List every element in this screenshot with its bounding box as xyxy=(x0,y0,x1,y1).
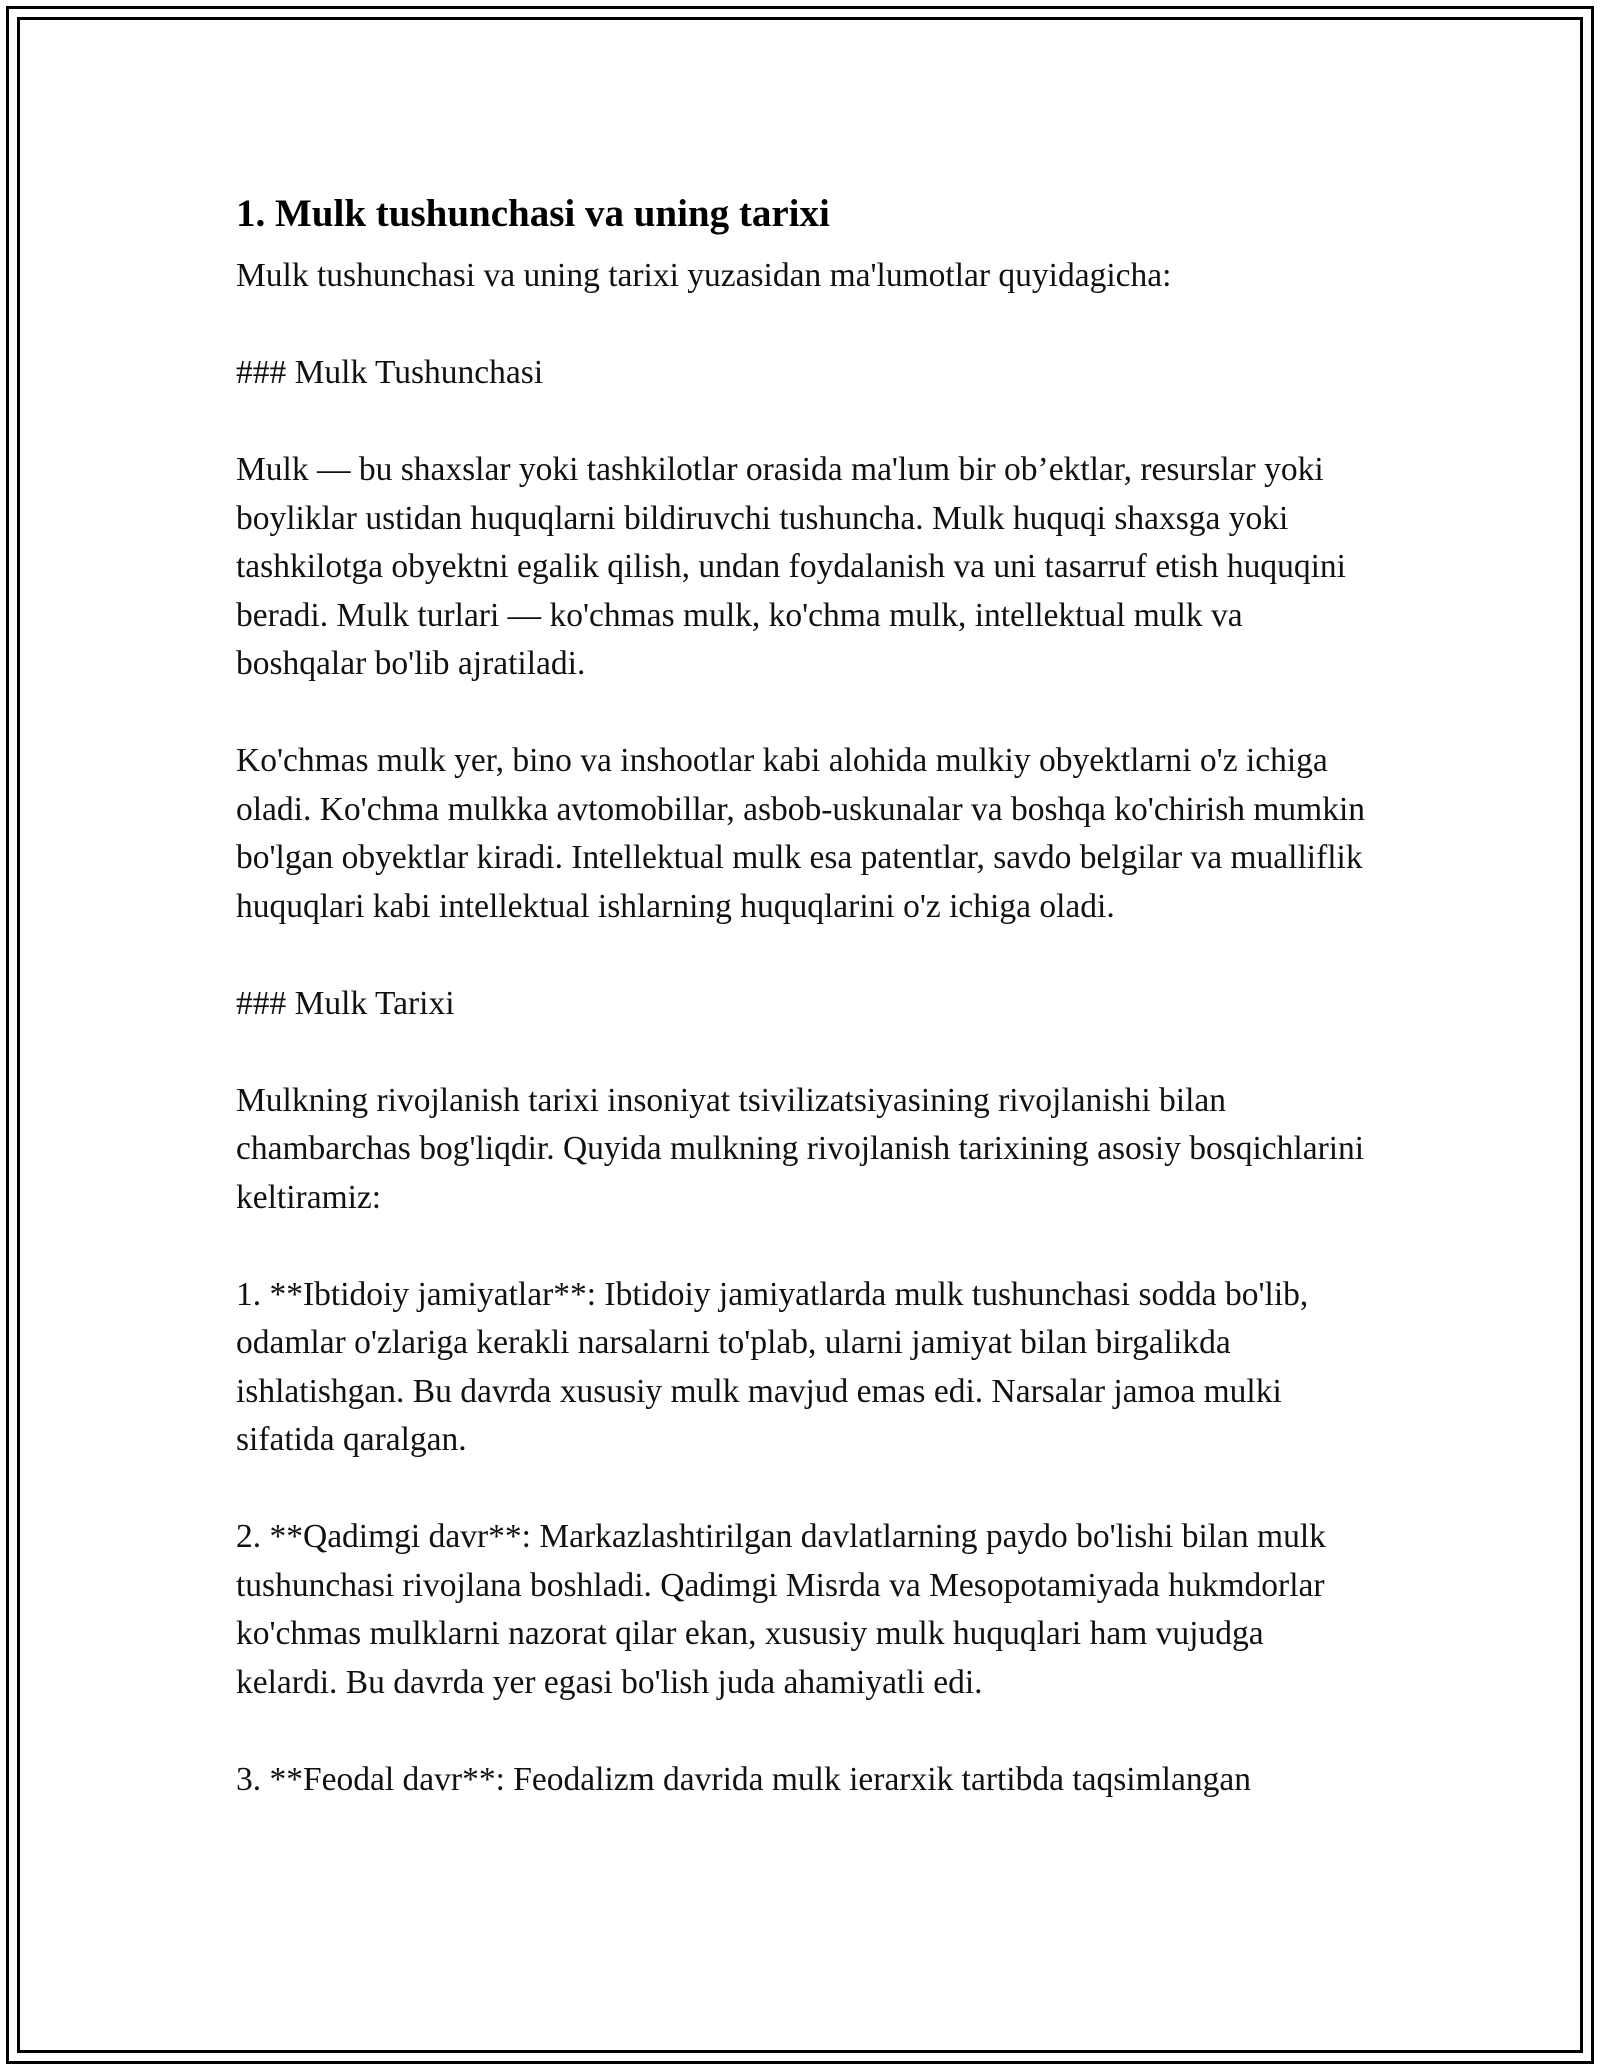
section-heading-mulk-tushunchasi: ### Mulk Tushunchasi xyxy=(236,354,544,391)
intro-paragraph: Mulk tushunchasi va uning tarixi yuzasidan ma'lumotlar quyidagicha: xyxy=(236,257,1172,294)
property-types-paragraph: Ko'chmas mulk yer, bino va inshootlar kabi alohida mulkiy obyektlarni o'z ichiga oladi. Ko'chma mulkka avtomobillar, asbob-uskunalar va boshqa ko'chirish mumkin bo'lgan obyektlar kiradi. Intellektual mulk esa patentlar, savdo belgilar va mualliflik huquqlari kabi intellektual ishlarning huquqlarini o'z ichiga oladi. xyxy=(236,742,1366,925)
section-heading-mulk-tarixi: ### Mulk Tarixi xyxy=(236,984,455,1022)
document-title: 1. Mulk tushunchasi va uning tarixi xyxy=(236,192,830,235)
list-item-qadimgi: 2. **Qadimgi davr**: Markazlashtirilgan davlatlarning paydo bo'lishi bilan mulk tushunchasi rivojlana boshladi. Qadimgi Misrda va Mesopotamiyada hukmdorlar ko'chmas mulklarni nazorat qilar ekan, xususiy mulk huquqlari ham vujudga kelardi. Bu davrda yer egasi bo'lish juda ahamiyatli edi. xyxy=(236,1518,1326,1701)
document-body xyxy=(236,186,1366,1853)
list-item-feodal: 3. **Feodal davr**: Feodalizm davrida mulk ierarxik tartibda taqsimlangan xyxy=(236,1760,1251,1798)
definition-paragraph: Mulk — bu shaxslar yoki tashkilotlar orasida ma'lum bir ob’ektlar, resurslar yoki boyliklar ustidan huquqlarni bildiruvchi tushuncha. Mulk huquqi shaxsga yoki tashkilotga obyektni egalik qilish, undan foydalanish va uni tasarruf etish huquqini beradi. Mulk turlari — ko'chmas mulk, ko'chma mulk, intellektual mulk va boshqalar bo'lib ajratiladi. xyxy=(236,451,1346,682)
history-intro-paragraph: Mulkning rivojlanish tarixi insoniyat tsivilizatsiyasining rivojlanishi bilan chambarchas bog'liqdir. Quyida mulkning rivojlanish tarixining asosiy bosqichlarini keltiramiz: xyxy=(236,1081,1365,1216)
list-item-ibtidoiy: 1. **Ibtidoiy jamiyatlar**: Ibtidoiy jamiyatlarda mulk tushunchasi sodda bo'lib, odamlar o'zlariga kerakli narsalarni to'plab, ularni jamiyat bilan birgalikda ishlatishgan. Bu davrda xususiy mulk mavjud emas edi. Narsalar jamoa mulki sifatida qaralgan. xyxy=(236,1275,1309,1458)
